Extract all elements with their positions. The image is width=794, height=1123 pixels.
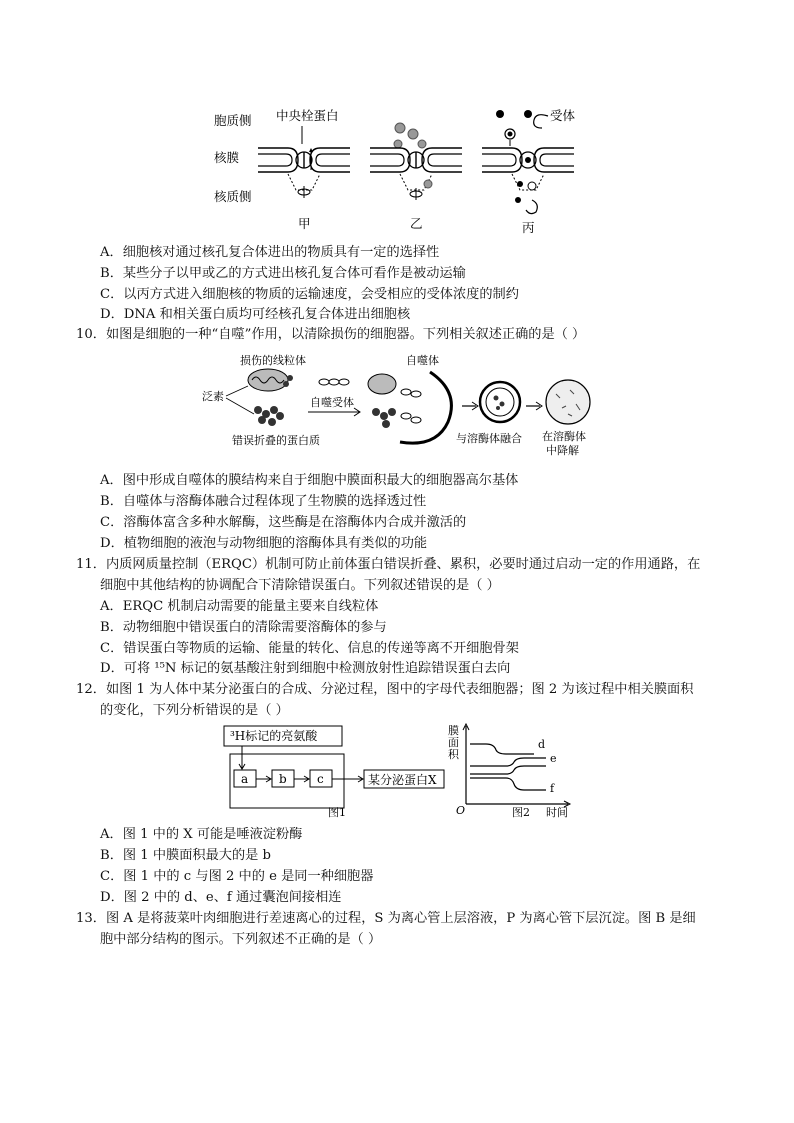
label-receptor: 受体 — [550, 108, 576, 123]
q12-option-c: C．图 1 中的 c 与图 2 中的 e 是同一种细胞器 — [100, 869, 374, 884]
q11-option-c: C．错误蛋白等物质的运输、能量的转化、信息的传递等离不开细胞骨架 — [100, 641, 519, 656]
label-degrade-line2: 中降解 — [546, 444, 579, 457]
label-ubiquitin: 泛素 — [202, 390, 224, 403]
q11-stem-line2: 细胞中其他结构的协调配合下清除错误蛋白。下列叙述错误的是（ ） — [100, 578, 500, 593]
fig2-curve-e-label: e — [550, 752, 557, 765]
fig2-curve-f — [470, 778, 546, 790]
fig1-output-label: 某分泌蛋白X — [368, 773, 437, 787]
fig2-x-label: 时间 — [546, 806, 568, 819]
fig2-curve-d — [470, 744, 534, 754]
label-autophagy-receptor: 自噬受体 — [310, 396, 354, 409]
q10-stem: 10．如图是细胞的一种“自噬”作用，以清除损伤的细胞器。下列相关叙述正确的是（ ） — [76, 327, 586, 342]
nuclear-pore-svg — [210, 104, 600, 236]
fig1-caption: 图1 — [328, 806, 346, 819]
q9-option-d: D．DNA 和相关蛋白质均可经核孔复合体进出细胞核 — [100, 307, 411, 322]
label-nucleoplasm-side: 核质侧 — [214, 189, 252, 204]
label-central-plug-protein: 中央栓蛋白 — [276, 108, 339, 123]
q12-option-b: B．图 1 中膜面积最大的是 b — [100, 848, 271, 863]
fig2-curve-d-label: d — [538, 738, 546, 751]
fig1-box-a-label: a — [241, 772, 249, 786]
panel-label-jia: 甲 — [298, 216, 311, 231]
fig2-curve-f-label: f — [550, 782, 555, 795]
q12-option-a: A．图 1 中的 X 可能是唾液淀粉酶 — [100, 827, 303, 842]
q9-option-a: A．细胞核对通过核孔复合体进出的物质具有一定的选择性 — [100, 245, 440, 260]
q13-stem-line2: 胞中部分结构的图示。下列叙述不正确的是（ ） — [100, 932, 382, 947]
q12-option-d: D．图 2 中的 d、e、f 通过囊泡间接相连 — [100, 890, 342, 905]
q10-option-b: B．自噬体与溶酶体融合过程体现了生物膜的选择透过性 — [100, 494, 427, 509]
pore-panel-yi — [370, 123, 462, 231]
fig2-y-label-2: 面 — [448, 736, 459, 749]
q11-option-a: A．ERQC 机制启动需要的能量主要来自线粒体 — [100, 599, 379, 614]
q12-stem-line2: 的变化，下列分析错误的是（ ） — [100, 703, 289, 718]
q12-figure1 — [222, 724, 452, 820]
q10-option-d: D．植物细胞的液泡与动物细胞的溶酶体具有类似的功能 — [100, 536, 428, 551]
q11-stem-line1: 11．内质网质量控制（ERQC）机制可防止前体蛋白错误折叠、累积，必要时通过启动一定的作用通路，在 — [76, 557, 701, 572]
q9-option-b: B．某些分子以甲或乙的方式进出核孔复合体可看作是被动运输 — [100, 266, 466, 281]
label-degrade-line1: 在溶酶体 — [542, 430, 586, 443]
q11-option-d: D．可将 ¹⁵N 标记的氨基酸注射到细胞中检测放射性追踪错误蛋白去向 — [100, 661, 511, 676]
label-fuse-with-lysosome: 与溶酶体融合 — [456, 432, 522, 445]
q12-figure2 — [446, 720, 586, 820]
nuclear-pore-figure — [210, 104, 600, 236]
panel-label-bing: 丙 — [522, 220, 535, 235]
label-damaged-mitochondria: 损伤的线粒体 — [240, 354, 306, 367]
fig2-y-label-3: 积 — [448, 748, 459, 761]
label-cytoplasm-side: 胞质侧 — [214, 113, 252, 128]
pore-panel-bing — [482, 110, 574, 235]
q13-stem-line1: 13．图 A 是将菠菜叶肉细胞进行差速离心的过程，S 为离心管上层溶液，P 为离心管下层沉淀。图 B 是细 — [76, 911, 696, 926]
q12-stem-line1: 12．如图 1 为人体中某分泌蛋白的合成、分泌过程，图中的字母代表细胞器；图 2 为该过程中相关膜面积 — [76, 682, 694, 697]
fig1-box-b-label: b — [279, 772, 287, 786]
label-misfolded-protein: 错误折叠的蛋白质 — [232, 434, 320, 447]
fig2-y-label-1: 膜 — [448, 724, 459, 737]
q9-option-c: C．以丙方式进入细胞核的物质的运输速度，会受相应的受体浓度的制约 — [100, 287, 519, 302]
panel-label-yi: 乙 — [410, 216, 423, 231]
fig2-curve-e-top — [470, 758, 546, 766]
q12-figure2-svg — [446, 720, 586, 820]
pore-panel-jia — [258, 126, 350, 231]
q10-option-c: C．溶酶体富含多种水解酶，这些酶是在溶酶体内合成并激活的 — [100, 515, 467, 530]
q11-option-b: B．动物细胞中错误蛋白的清除需要溶酶体的参与 — [100, 620, 387, 635]
fig2-origin: O — [456, 804, 466, 817]
q10-option-a: A．图中形成自噬体的膜结构来自于细胞中膜面积最大的细胞器高尔基体 — [100, 473, 519, 488]
autophagy-figure — [200, 352, 610, 462]
fig2-curve-e — [470, 766, 546, 774]
label-nuclear-membrane: 核膜 — [214, 150, 240, 165]
q12-figure1-svg — [222, 724, 452, 820]
autophagy-svg — [200, 352, 610, 462]
label-autophagosome: 自噬体 — [406, 354, 439, 367]
fig1-box-c-label: c — [317, 772, 324, 786]
fig2-caption: 图2 — [512, 806, 530, 819]
fig1-input-label: ³H标记的亮氨酸 — [230, 729, 318, 743]
